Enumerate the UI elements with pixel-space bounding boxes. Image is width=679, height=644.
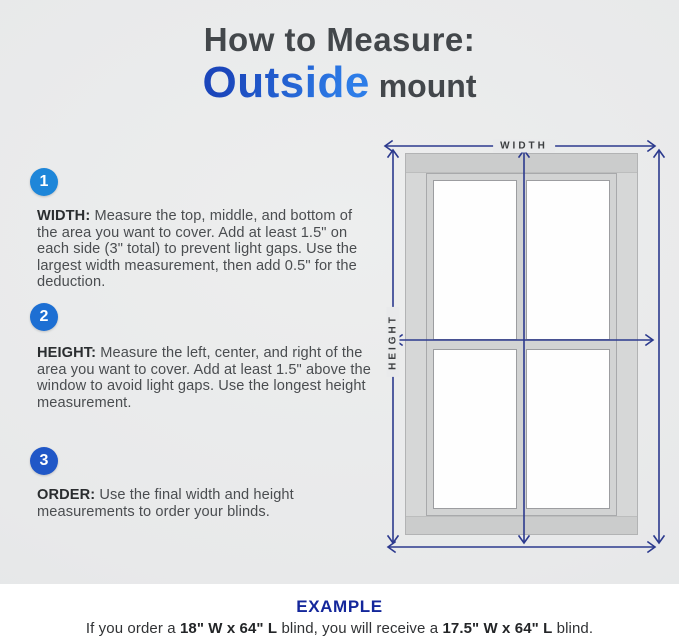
example-heading: EXAMPLE	[296, 597, 383, 616]
height-arrow-right	[654, 150, 664, 543]
step-3-badge: 3	[30, 447, 58, 475]
step-2-label: HEIGHT:	[37, 345, 97, 361]
title-suffix-mount: mount	[369, 68, 477, 105]
step-height	[30, 303, 372, 411]
example-size-ordered: 18" W x 64" L	[179, 620, 278, 637]
example-sentence	[0, 620, 679, 637]
title-line1: How to Measure:	[203, 21, 476, 58]
example-size-received: 17.5" W x 64" L	[442, 620, 553, 637]
step-3-body: Use the final width and height measurements to order your blinds.	[37, 487, 294, 520]
page-title	[0, 22, 679, 108]
center-vertical-arrow	[519, 150, 529, 543]
width-arrow-bottom	[388, 542, 655, 552]
example-part1: If you order a	[85, 620, 180, 637]
measurement-arrows	[378, 134, 670, 558]
title-line2	[0, 59, 679, 107]
title-accent-outside: Outside	[202, 58, 370, 108]
step-width	[30, 168, 372, 291]
step-1-text	[30, 208, 372, 291]
width-dimension-label: WIDTH	[493, 140, 555, 153]
step-3-label: ORDER:	[37, 487, 96, 503]
example-part3: blind.	[552, 620, 594, 637]
height-dimension-label: HEIGHT	[387, 307, 400, 377]
step-1-body: Measure the top, middle, and bottom of the area you want to cover. Add at least 1.5" on each side (3" total) to prevent light gaps. Use the largest width measurement, then add 0.5" for the deduction.	[37, 208, 358, 291]
example-footer	[0, 584, 679, 644]
step-2-text	[30, 345, 372, 411]
step-3-text	[30, 487, 372, 520]
step-2-badge: 2	[30, 303, 58, 331]
step-1-label: WIDTH:	[37, 208, 91, 224]
step-2-body: Measure the left, center, and right of the area you want to cover. Add at least 1.5" above the window to avoid light gaps. Use the longest height measurement.	[37, 345, 371, 411]
step-order	[30, 447, 372, 520]
window-measurement-diagram	[378, 134, 670, 558]
example-part2: blind, you will receive a	[277, 620, 443, 637]
step-1-badge: 1	[30, 168, 58, 196]
